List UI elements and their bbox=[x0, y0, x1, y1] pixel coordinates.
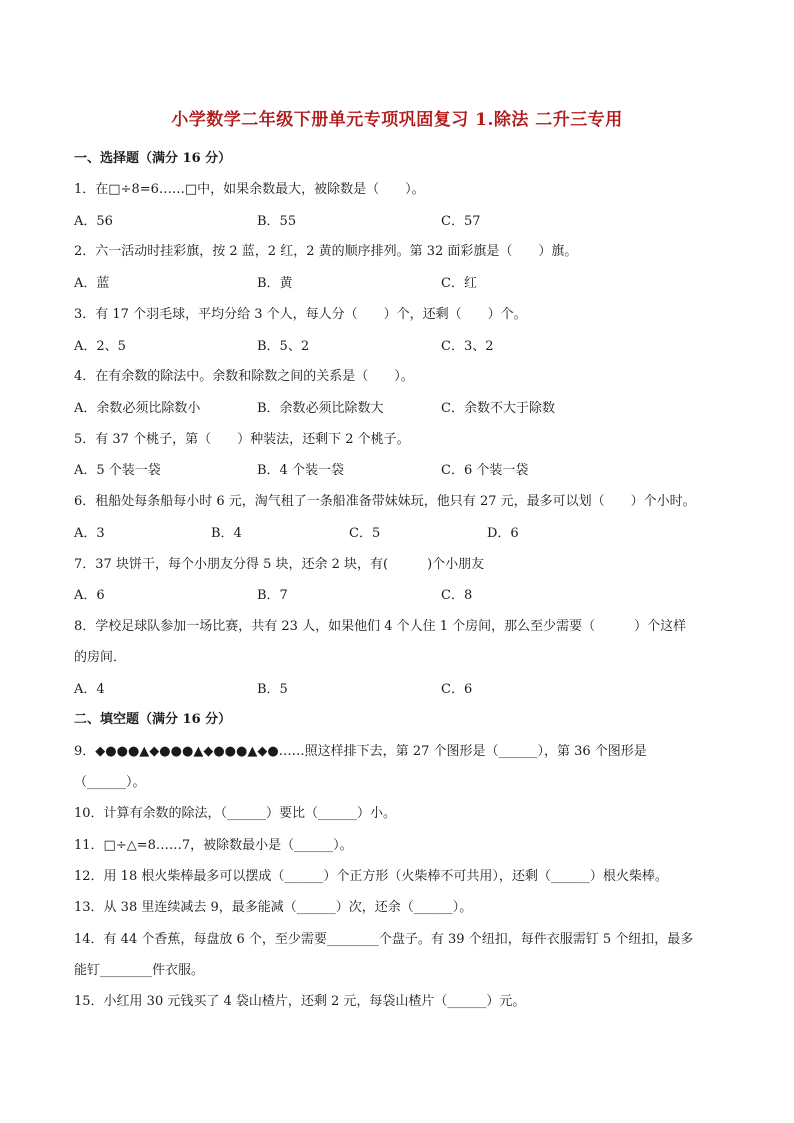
q5-option-c: C．6 个装一袋 bbox=[441, 463, 529, 478]
q3-option-b: B．5、2 bbox=[257, 339, 310, 354]
q2-option-a: A．蓝 bbox=[74, 276, 110, 291]
question-9: 9．◆●●●▲◆●●●▲◆●●●▲◆●……照这样排下去，第 27 个图形是（______），第 36 个图形是 bbox=[74, 744, 647, 759]
q1-option-a: A．56 bbox=[74, 214, 113, 229]
q4-option-a: A．余数必须比除数小 bbox=[74, 401, 201, 416]
q4-option-b: B．余数必须比除数大 bbox=[257, 401, 384, 416]
q5-option-a: A．5 个装一袋 bbox=[74, 463, 161, 478]
section-heading-fill: 二、填空题（满分 16 分） bbox=[74, 712, 232, 727]
q8-option-b: B．5 bbox=[257, 682, 288, 697]
q6-option-d: D．6 bbox=[487, 526, 519, 541]
section-heading-choice: 一、选择题（满分 16 分） bbox=[74, 151, 232, 166]
question-8: 8．学校足球队参加一场比赛，共有 23 人，如果他们 4 个人住 1 个房间，那么至少需要（ ）个这样 bbox=[74, 619, 687, 634]
q2-option-b: B．黄 bbox=[257, 276, 293, 291]
question-9-continued: （______）。 bbox=[74, 775, 146, 790]
question-15: 15．小红用 30 元钱买了 4 袋山楂片，还剩 2 元，每袋山楂片（______）元。 bbox=[74, 994, 526, 1009]
q4-option-c: C．余数不大于除数 bbox=[441, 401, 555, 416]
question-6: 6．租船处每条船每小时 6 元，淘气租了一条船准备带妹妹玩，他只有 27 元，最多可以划（ ）个小时。 bbox=[74, 494, 696, 509]
question-14-continued: 能钉________件衣服。 bbox=[74, 963, 205, 978]
question-13: 13．从 38 里连续减去 9，最多能减（______）次，还余（______）。 bbox=[74, 900, 473, 915]
q8-option-a: A．4 bbox=[74, 682, 105, 697]
q8-option-c: C．6 bbox=[441, 682, 473, 697]
question-11: 11．□÷△=8……7，被除数最小是（______）。 bbox=[74, 838, 353, 853]
question-5: 5．有 37 个桃子，第（ ）种装法，还剩下 2 个桃子。 bbox=[74, 432, 410, 447]
q3-option-c: C．3、2 bbox=[441, 339, 494, 354]
question-3: 3．有 17 个羽毛球，平均分给 3 个人，每人分（ ）个，还剩（ ）个。 bbox=[74, 307, 527, 322]
question-7: 7．37 块饼干，每个小朋友分得 5 块，还余 2 块，有( )个小朋友 bbox=[74, 557, 485, 572]
q3-option-a: A．2、5 bbox=[74, 339, 126, 354]
question-8-continued: 的房间． bbox=[74, 650, 127, 665]
question-12: 12．用 18 根火柴棒最多可以摆成（______）个正方形（火柴棒不可共用），还剩（______）根火柴棒。 bbox=[74, 869, 668, 884]
question-2: 2．六一活动时挂彩旗，按 2 蓝，2 红，2 黄的顺序排列。第 32 面彩旗是（ ）旗。 bbox=[74, 244, 578, 259]
q7-option-b: B．7 bbox=[257, 588, 288, 603]
page-title: 小学数学二年级下册单元专项巩固复习 1.除法 二升三专用 bbox=[171, 110, 623, 130]
q6-option-a: A．3 bbox=[74, 526, 105, 541]
q1-option-c: C．57 bbox=[441, 214, 481, 229]
q7-option-c: C．8 bbox=[441, 588, 473, 603]
q5-option-b: B．4 个装一袋 bbox=[257, 463, 344, 478]
question-10: 10．计算有余数的除法，（______）要比（______）小。 bbox=[74, 806, 397, 821]
question-4: 4．在有余数的除法中。余数和除数之间的关系是（ ）。 bbox=[74, 369, 414, 384]
question-1: 1．在□÷8=6……□中，如果余数最大，被除数是（ ）。 bbox=[74, 182, 425, 197]
q6-option-b: B．4 bbox=[211, 526, 242, 541]
question-14: 14．有 44 个香蕉，每盘放 6 个，至少需要________个盘子。有 39 个纽扣，每件衣服需钉 5 个纽扣，最多 bbox=[74, 932, 694, 947]
q7-option-a: A．6 bbox=[74, 588, 105, 603]
q6-option-c: C．5 bbox=[349, 526, 381, 541]
q1-option-b: B．55 bbox=[257, 214, 297, 229]
q2-option-c: C．红 bbox=[441, 276, 477, 291]
